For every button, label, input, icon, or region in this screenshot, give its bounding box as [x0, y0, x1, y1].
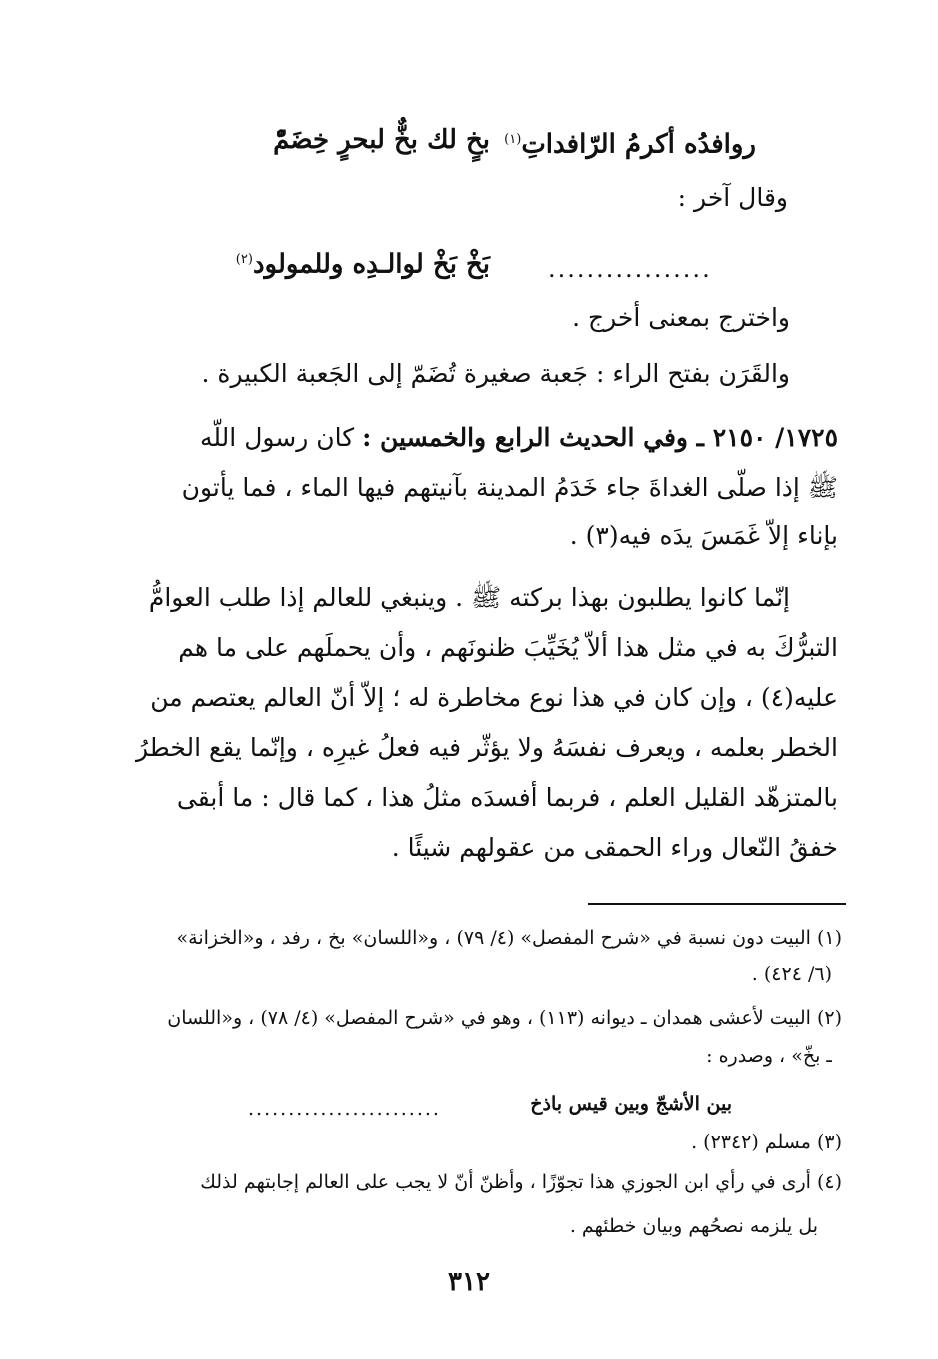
verse1-right-text: بخٍ لك بخٌّ لبحرٍ خِضَمّْ [273, 125, 490, 155]
gloss-line-1: واخترج بمعنى أخرج . [572, 303, 790, 332]
commentary-line-6: خفقُ النّعال وراء الحمقى من عقولهم شيئًا . [391, 833, 838, 862]
verse2-hemistich [236, 238, 490, 287]
commentary-line-2: التبرُّكَ به في مثل هذا ألاّ يُخَيِّبَ ظنونَهم ، وأن يحملَهم على ما هم [178, 633, 838, 662]
footnote-4-line-1: (٤) أرى في رأي ابن الجوزي هذا تجوّزًا ، وأظنّ أنّ لا يجب على العالم إجابتهم لذلك [200, 1171, 842, 1193]
hadith-number: ١٧٢٥/ ٢١٥٠ ـ وفي الحديث الرابع والخمسين : [362, 423, 838, 452]
footnote-separator [588, 903, 846, 905]
verse1-footnote-mark: (١) [504, 132, 522, 147]
hadith-line-2: ﷺ إذا صلّى الغداةَ جاء خَدَمُ المدينة بآنيتهم فيها الماء ، فما يأتون [181, 473, 838, 502]
verse1-left-hemistich [506, 118, 756, 167]
footnote-4-line-2: بل يلزمه نصحُهم وبيان خطئهم . [569, 1215, 818, 1237]
footnote-1-line-1: (١) البيت دون نسبة في «شرح المفصل» (٤/ ٧٩) ، و«اللسان» بخ ، رفد ، و«الخزانة» [176, 927, 842, 949]
verse2-text: بَخْ بَخْ لوالـدِه وللمولود [252, 249, 490, 280]
commentary-line-5: بالمتزهّد القليل العلم ، فربما أفسدَه مثلُ هذا ، كما قال : ما أبقى [176, 783, 838, 812]
footnote-1-line-2: (٦/ ٤٢٤) . [751, 963, 832, 985]
footnote-3: (٣) مسلم (٢٣٤٢) . [691, 1131, 842, 1153]
gloss-line-2: والقَرَن بفتح الراء : جَعبة صغيرة تُضَمّ إلى الجَعبة الكبيرة . [201, 359, 790, 388]
footnote-2-line-1: (٢) البيت لأعشى همدان ـ ديوانه (١١٣) ، وهو في «شرح المفصل» (٤/ ٧٨) ، و«اللسان [167, 1007, 842, 1029]
verse2-footnote-mark: (٢) [235, 252, 253, 267]
hadith-line-3: بإناء إلاّ غَمَسَ يدَه فيه(٣) . [569, 521, 838, 550]
footnote-verse-text: بين الأشجّ وبين قيس باذخ [530, 1093, 732, 1115]
footnote-2-line-2: ـ بخّ» ، وصدره : [706, 1045, 832, 1067]
commentary-line-3: عليه(٤) ، وإن كان في هذا نوع مخاطرة له ؛ إلاّ أنّ العالم يعتصم من [150, 683, 838, 712]
verse1-right-hemistich [273, 118, 490, 162]
intro-line: وقال آخر : [677, 183, 788, 212]
verse1-left-text: روافدُه أكرمُ الرّافداتِ [521, 129, 756, 160]
hadith-line-1 [100, 416, 838, 460]
page-number: ٣١٢ [448, 1267, 490, 1297]
verse2-dots: ................. [548, 255, 712, 283]
footnote-verse-dots: ........................ [248, 1098, 441, 1120]
hadith-line1-rest: كان رسول اللّه [200, 423, 355, 452]
commentary-line-4: الخطر بعلمه ، ويعرف نفسَهُ ولا يؤثّر فيه فعلُ غيرِه ، وإنّما يقع الخطرُ [136, 733, 838, 762]
commentary-line-1: إنّما كانوا يطلبون بهذا بركته ﷺ . وينبغي للعالم إذا طلب العوامُّ [148, 583, 790, 612]
